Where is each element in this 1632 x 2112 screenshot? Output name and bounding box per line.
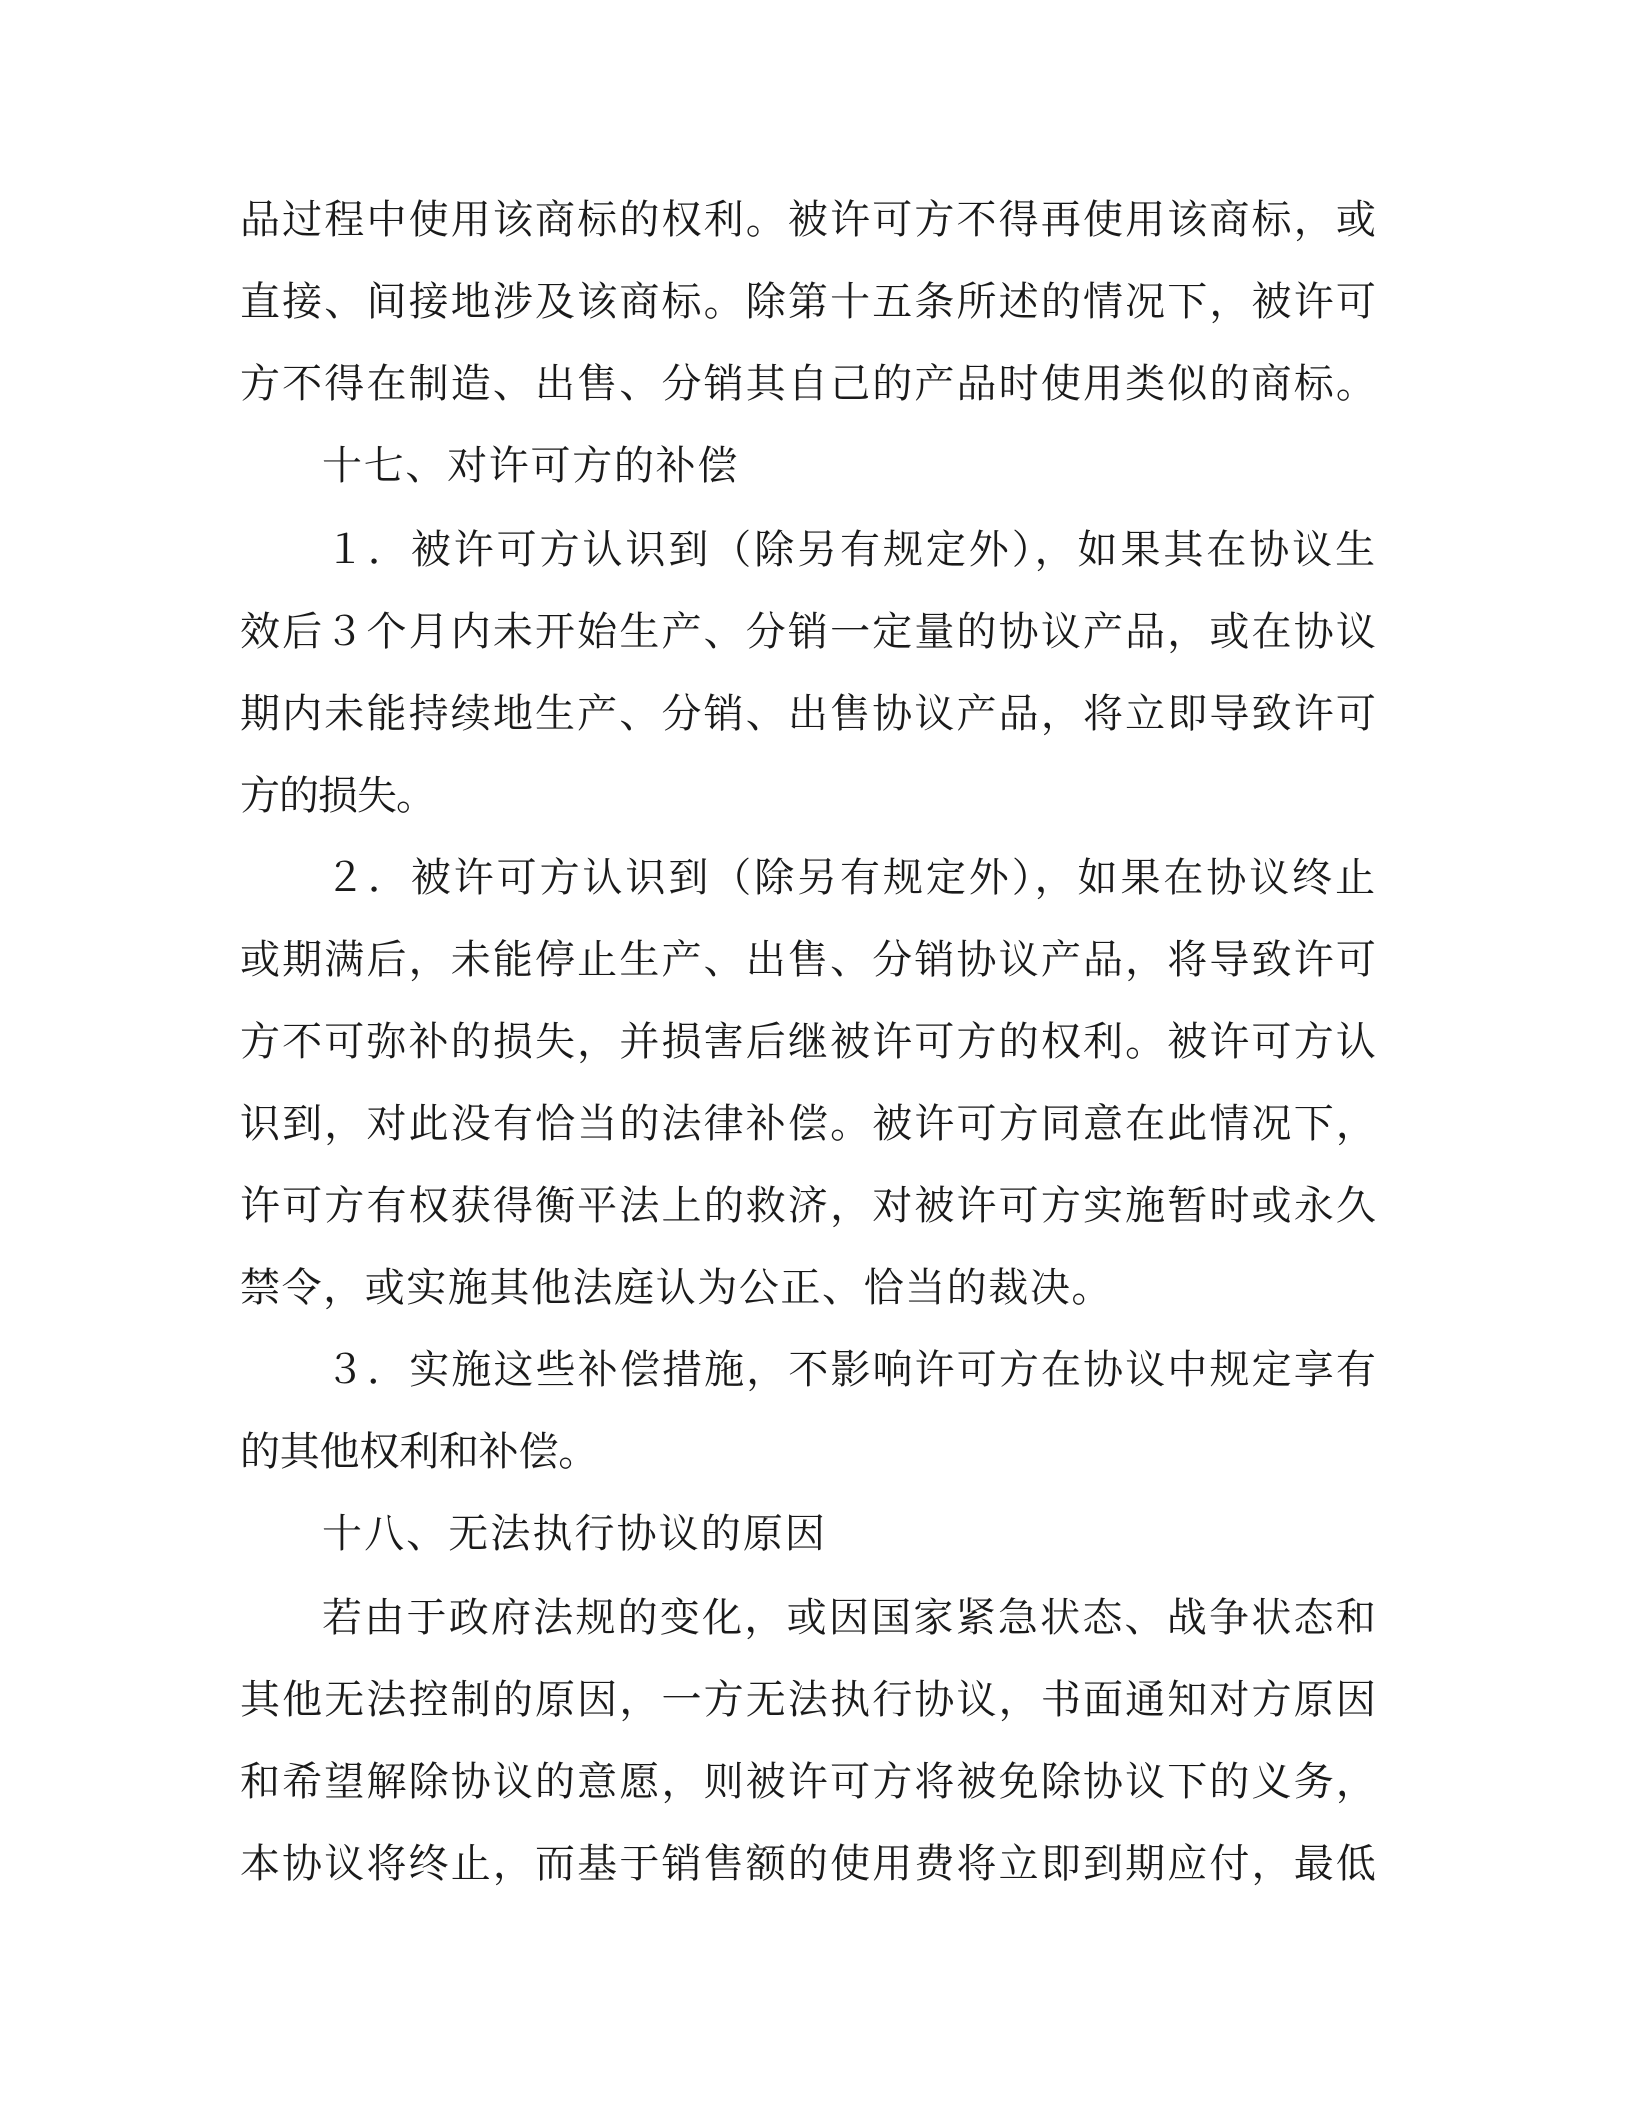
text-line	[0, 1164, 1632, 1248]
line-text: 若由于政府法规的变化，或因国家紧急状态、战争状态和	[322, 1595, 1378, 1641]
line-text: １．被许可方认识到（除另有规定外），如果其在协议生	[325, 527, 1378, 573]
text-line	[0, 178, 1632, 262]
line-text: 禁令，或实施其他法庭认为公正、恰当的裁决。	[240, 1265, 1113, 1311]
line-text: 十七、对许可方的补偿	[322, 443, 739, 489]
line-text: 效后３个月内未开始生产、分销一定量的协议产品，或在协议	[240, 609, 1378, 655]
text-line	[0, 1576, 1632, 1660]
text-line	[0, 1328, 1632, 1412]
line-text: 本协议将终止，而基于销售额的使用费将立即到期应付，最低	[240, 1841, 1378, 1887]
text-line	[0, 918, 1632, 1002]
text-line	[0, 508, 1632, 592]
text-line	[0, 1822, 1632, 1906]
line-text: ２．被许可方认识到（除另有规定外），如果在协议终止	[325, 855, 1378, 901]
line-text: 许可方有权获得衡平法上的救济，对被许可方实施暂时或永久	[240, 1183, 1378, 1229]
line-text: 品过程中使用该商标的权利。被许可方不得再使用该商标，或	[240, 197, 1378, 243]
section-heading	[0, 1492, 1632, 1576]
text-line	[0, 342, 1632, 426]
text-line	[0, 1082, 1632, 1166]
text-line	[0, 754, 1632, 838]
line-text: 和希望解除协议的意愿，则被许可方将被免除协议下的义务，	[240, 1759, 1378, 1805]
line-text: 或期满后，未能停止生产、出售、分销协议产品，将导致许可	[240, 937, 1378, 983]
line-text: 方不可弥补的损失，并损害后继被许可方的权利。被许可方认	[240, 1019, 1378, 1065]
line-text: 十八、无法执行协议的原因	[322, 1511, 827, 1557]
line-text: ３．实施这些补偿措施，不影响许可方在协议中规定享有	[325, 1347, 1378, 1393]
text-line	[0, 1658, 1632, 1742]
text-line	[0, 836, 1632, 920]
text-line	[0, 672, 1632, 756]
text-line	[0, 1410, 1632, 1494]
line-text: 其他无法控制的原因，一方无法执行协议，书面通知对方原因	[240, 1677, 1378, 1723]
line-text: 期内未能持续地生产、分销、出售协议产品，将立即导致许可	[240, 691, 1378, 737]
text-line	[0, 1740, 1632, 1824]
text-line	[0, 260, 1632, 344]
section-heading	[0, 424, 1632, 508]
line-text: 直接、间接地涉及该商标。除第十五条所述的情况下，被许可	[240, 279, 1378, 325]
line-text: 识到，对此没有恰当的法律补偿。被许可方同意在此情况下，	[240, 1101, 1378, 1147]
text-line	[0, 1000, 1632, 1084]
text-line	[0, 590, 1632, 674]
line-text: 的其他权利和补偿。	[240, 1429, 598, 1475]
line-text: 方的损失。	[240, 773, 435, 819]
line-text: 方不得在制造、出售、分销其自己的产品时使用类似的商标。	[240, 361, 1378, 407]
text-line	[0, 1246, 1632, 1330]
